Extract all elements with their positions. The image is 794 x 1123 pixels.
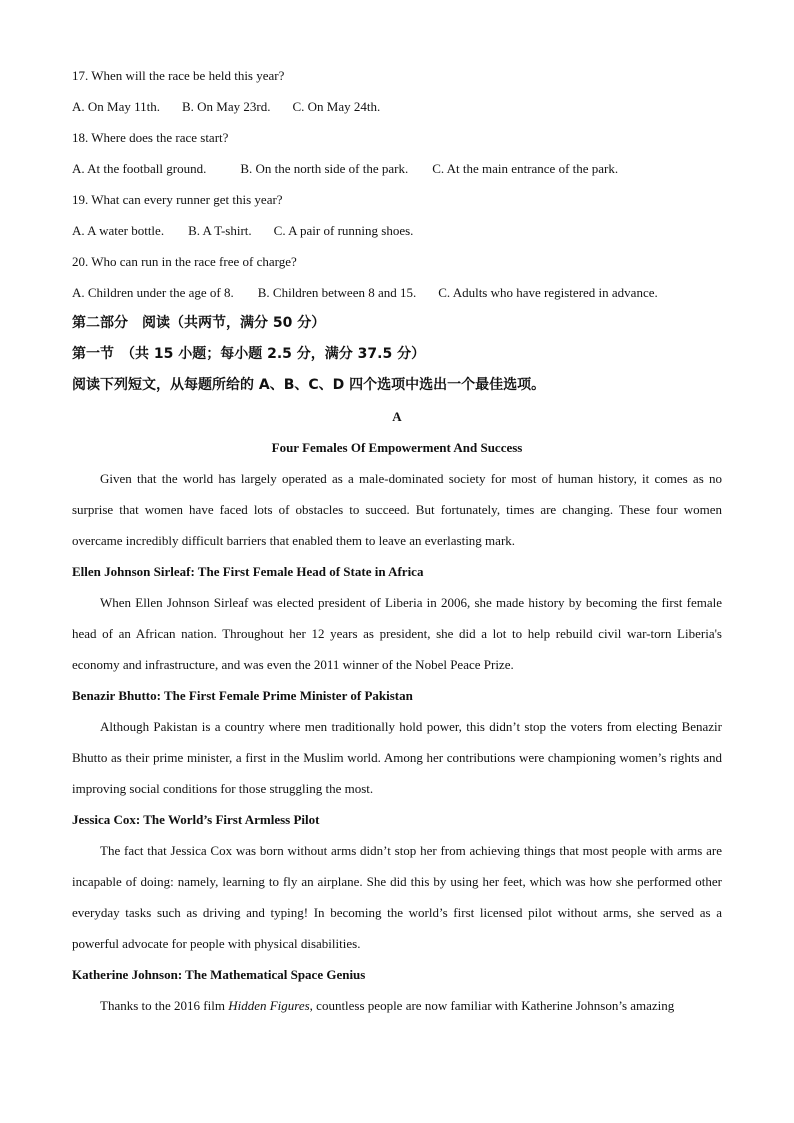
question-18-option-b: B. On the north side of the park. [240,161,409,176]
question-19-options [72,215,722,246]
passage-letter: A [392,409,402,424]
question-20-option-b: B. Children between 8 and 15. [257,285,417,300]
section-body-johnson-before: Thanks to the 2016 film [100,998,229,1013]
section-body-johnson-after: , countless people are now familiar with Katherine Johnson’s amazing [309,998,675,1013]
question-17-stem: 17. When will the race be held this year? [72,68,285,83]
section-body-bhutto: Although Pakistan is a country where men traditionally hold power, this didn’t stop the voters from electing Benazir Bhutto as their prime minister, a first in the Muslim world. Among her contributions were championing women’s rights and improving social conditions for those struggling the most. [72,719,722,796]
question-20-stem: 20. Who can run in the race free of charge? [72,254,297,269]
section-heading-sirleaf: Ellen Johnson Sirleaf: The First Female Head of State in Africa [72,564,424,579]
exam-page [72,60,722,1021]
section-body-cox: The fact that Jessica Cox was born without arms didn’t stop her from achieving things that most people with arms are incapable of doing: namely, learning to fly an airplane. She did this by using her feet, which was how she performed other everyday tasks such as driving and typing! In becoming the world’s first licensed pilot without arms, she served as a powerful advocate for people with physical disabilities. [72,843,722,951]
question-20-option-a: A. Children under the age of 8. [72,285,234,300]
passage-title: Four Females Of Empowerment And Success [271,440,523,455]
question-20-option-c: C. Adults who have registered in advance. [438,285,658,300]
question-19-option-a: A. A water bottle. [72,223,165,238]
subsection-title: 第一节 （共 15 小题；每小题 2.5 分，满分 37.5 分） [72,346,426,362]
question-19-option-b: B. A T-shirt. [188,223,252,238]
question-17-option-b: B. On May 23rd. [182,99,271,114]
question-17-option-c: C. On May 24th. [292,99,381,114]
question-18-option-c: C. At the main entrance of the park. [432,161,619,176]
instruction: 阅读下列短文，从每题所给的 A、B、C、D 四个选项中选出一个最佳选项。 [72,377,546,393]
section-body-sirleaf: When Ellen Johnson Sirleaf was elected president of Liberia in 2006, she made history by becoming the first female head of an African nation. Throughout her 12 years as president, she did a lot to help rebuild civil war-torn Liberia's economy and infrastructure, and was even the 2011 winner of the Nobel Peace Prize. [72,595,722,672]
section-heading-johnson: Katherine Johnson: The Mathematical Space Genius [72,967,366,982]
section-body-johnson [72,990,722,1021]
question-19-option-c: C. A pair of running shoes. [273,223,414,238]
question-19-stem: 19. What can every runner get this year? [72,192,283,207]
question-17-options [72,91,722,122]
section-heading-cox: Jessica Cox: The World’s First Armless Pilot [72,812,320,827]
part-title: 第二部分 阅读（共两节，满分 50 分） [72,315,326,331]
film-title: Hidden Figures [228,998,310,1013]
section-heading-bhutto: Benazir Bhutto: The First Female Prime Minister of Pakistan [72,688,413,703]
question-20-options [72,277,722,308]
question-18-options [72,153,722,184]
question-17-option-a: A. On May 11th. [72,99,160,114]
passage-intro: Given that the world has largely operated as a male-dominated society for most of human history, it comes as no surprise that women have faced lots of obstacles to succeed. But fortunately, times are changing. These four women overcame incredibly difficult barriers that enabled them to leave an everlasting mark. [72,471,722,548]
question-18-option-a: A. At the football ground. [72,161,207,176]
question-18-stem: 18. Where does the race start? [72,130,229,145]
